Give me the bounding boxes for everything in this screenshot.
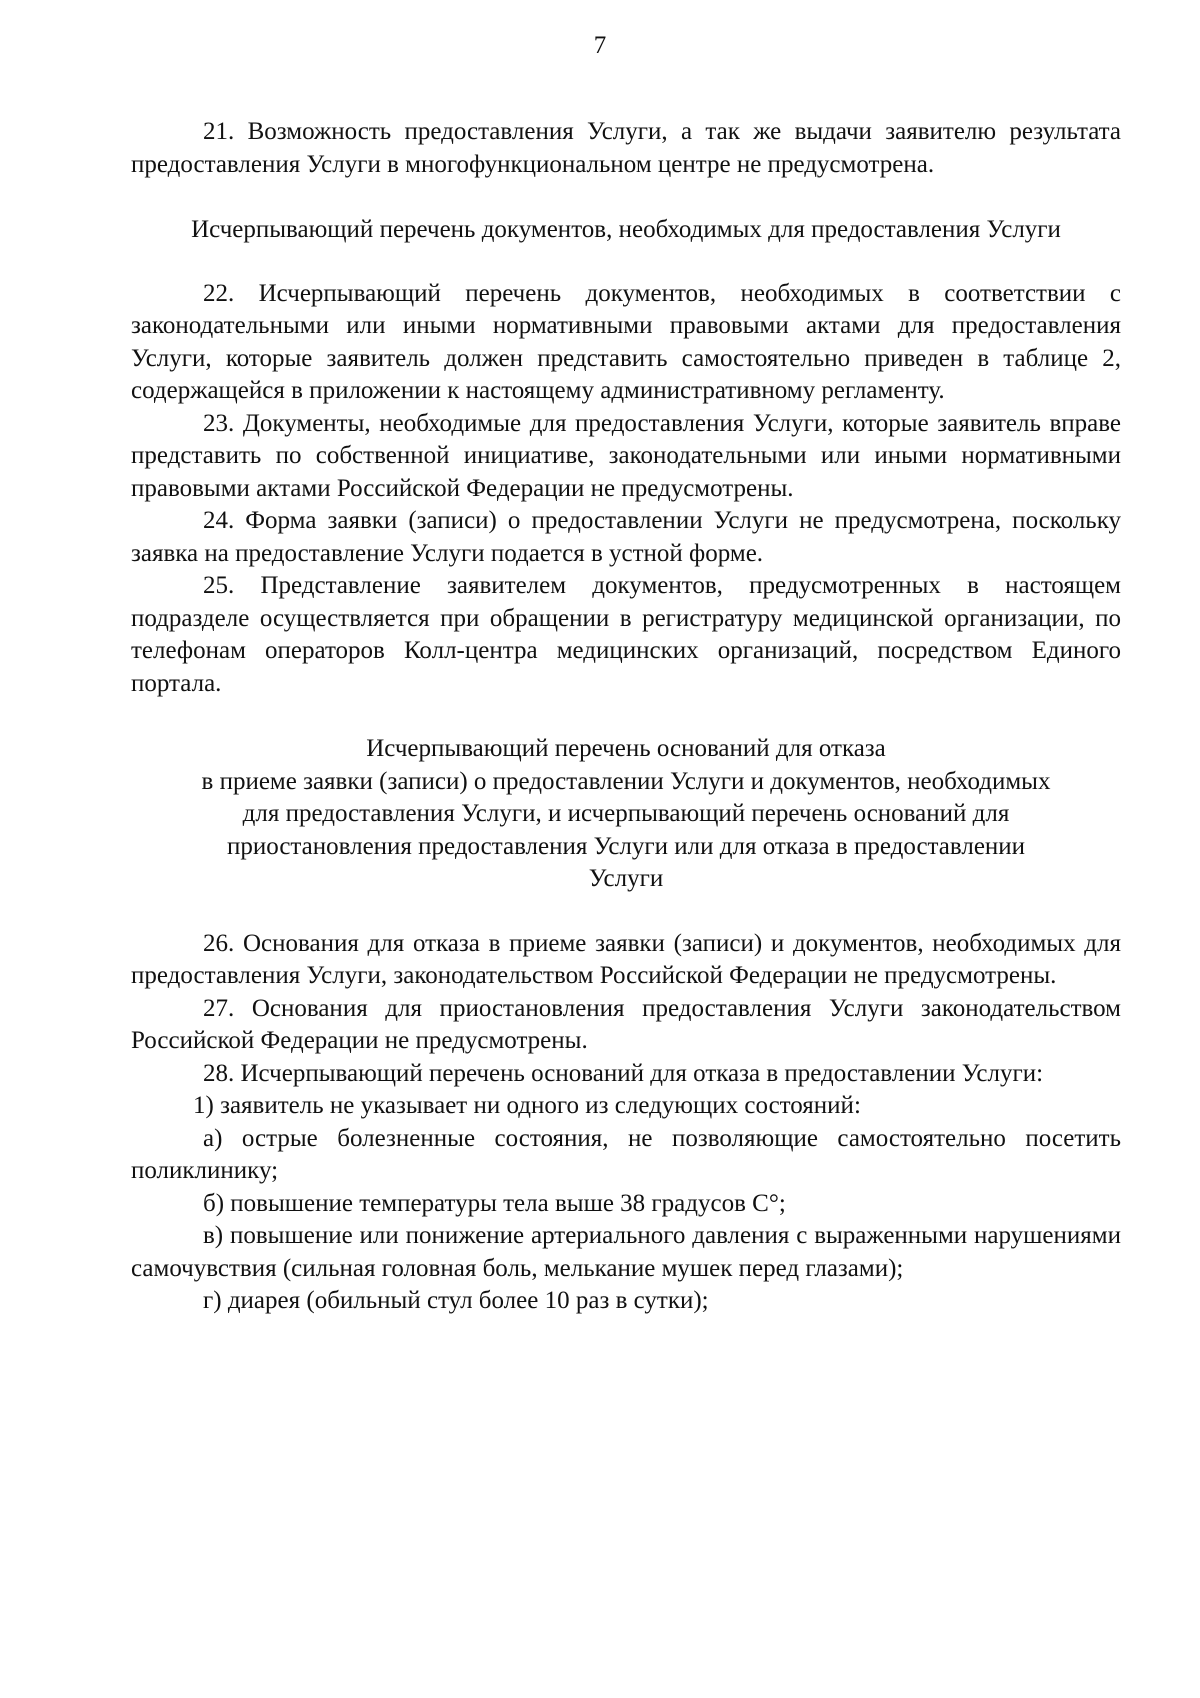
- paragraph-21: 21. Возможность предоставления Услуги, а так же выдачи заявителю результата предоставления Услуги в многофункциональном центре не предусмотрена.: [131, 118, 1121, 178]
- heading-line: для предоставления Услуги, и исчерпывающий перечень оснований для: [242, 800, 1010, 827]
- list-item-g: г) диарея (обильный стул более 10 раз в сутки);: [203, 1287, 709, 1314]
- section-heading-documents: Исчерпывающий перечень документов, необходимых для предоставления Услуги: [191, 216, 1061, 243]
- document-body: [131, 116, 1121, 1318]
- list-item-1: 1) заявитель не указывает ни одного из следующих состояний:: [193, 1092, 861, 1119]
- list-item-v: в) повышение или понижение артериального давления с выраженными нарушениями самочувствия (сильная головная боль, мелькание мушек перед глазами);: [131, 1222, 1121, 1282]
- paragraph-28: 28. Исчерпывающий перечень оснований для отказа в предоставлении Услуги:: [203, 1059, 1044, 1087]
- paragraph-26: 26. Основания для отказа в приеме заявки (записи) и документов, необходимых для предоставления Услуги, законодательством Российской Федерации не предусмотрены.: [131, 929, 1121, 989]
- paragraph-23: 23. Документы, необходимые для предоставления Услуги, которые заявитель вправе представить по собственной инициативе, законодательными или иными нормативными правовыми актами Российской Федерации не предусмотрены.: [131, 409, 1121, 502]
- paragraph-25: 25. Представление заявителем документов, предусмотренных в настоящем подразделе осуществляется при обращении в регистратуру медицинской организации, по телефонам операторов Колл-центра медицинских организаций, посредством Единого портала.: [131, 572, 1121, 697]
- list-item-a: а) острые болезненные состояния, не позволяющие самостоятельно посетить поликлинику;: [131, 1124, 1121, 1184]
- paragraph-22: 22. Исчерпывающий перечень документов, необходимых в соответствии с законодательными или иными нормативными правовыми актами для предоставления Услуги, которые заявитель должен представить самостоятельно приведен в таблице 2, содержащейся в приложении к настоящему административному регламенту.: [131, 279, 1121, 404]
- heading-line: в приеме заявки (записи) о предоставлении Услуги и документов, необходимых: [201, 767, 1051, 795]
- heading-line: приостановления предоставления Услуги или для отказа в предоставлении: [226, 832, 1026, 860]
- heading-line: Услуги: [588, 865, 664, 892]
- paragraph-27: 27. Основания для приостановления предоставления Услуги законодательством Российской Федерации не предусмотрены.: [131, 994, 1121, 1054]
- paragraph-24: 24. Форма заявки (записи) о предоставлении Услуги не предусмотрена, поскольку заявка на предоставление Услуги подается в устной форме.: [131, 507, 1121, 567]
- page-number: 7: [593, 32, 607, 59]
- list-item-b: б) повышение температуры тела выше 38 градусов С°;: [203, 1189, 786, 1217]
- section-heading-refusal-grounds: [131, 733, 1121, 896]
- heading-line: Исчерпывающий перечень оснований для отказа: [366, 735, 886, 762]
